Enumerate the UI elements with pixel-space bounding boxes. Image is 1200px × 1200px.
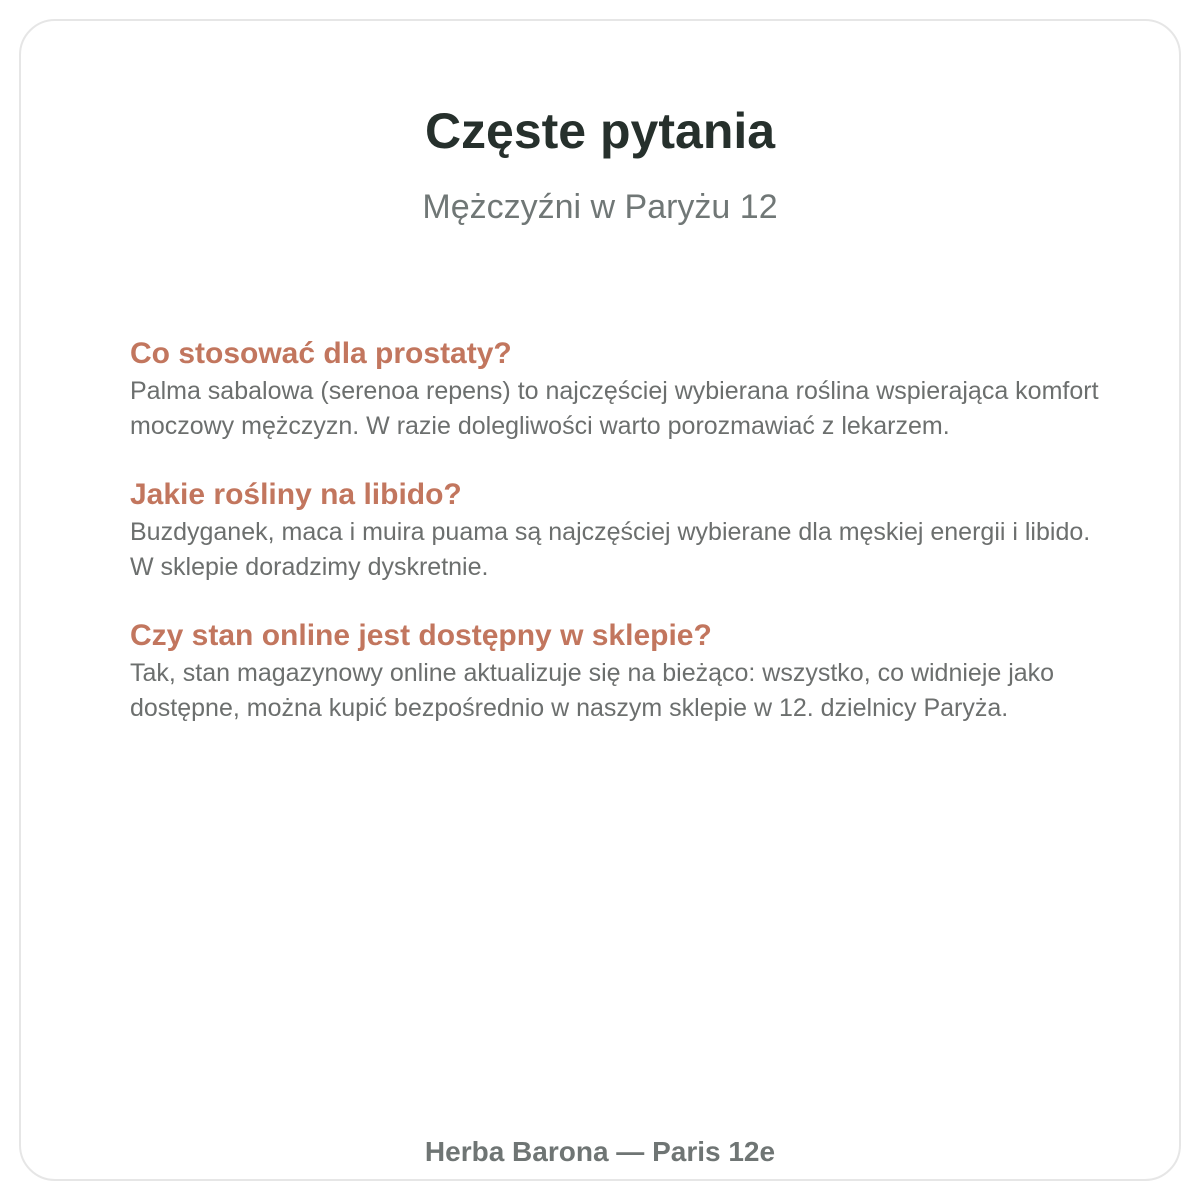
faq-question: Jakie rośliny na libido? [130,478,462,511]
faq-item-prostate [130,334,1105,444]
page-title: Częste pytania [424,103,776,159]
footer-brand: Herba Barona — Paris 12e [424,1136,776,1167]
faq-question: Co stosować dla prostaty? [130,337,512,370]
faq-item-libido [130,475,1105,585]
faq-question: Czy stan online jest dostępny w sklepie? [130,619,712,652]
faq-answer: Tak, stan magazynowy online aktualizuje się na bieżąco: wszystko, co widnieje jako dostępne, można kupić bezpośrednio w naszym sklepie w 12. dzielnicy Paryża. [130,659,1055,722]
faq-answer: Buzdyganek, maca i muira puama są najczęściej wybierane dla męskiej energii i libido. W sklepie doradzimy dyskretnie. [130,518,1091,581]
faq-item-stock [130,616,1105,726]
faq-answer: Palma sabalowa (serenoa repens) to najczęściej wybierana roślina wspierająca komfort moczowy mężczyzn. W razie dolegliwości warto porozmawiać z lekarzem. [130,377,1099,440]
page-subtitle: Mężczyźni w Paryżu 12 [422,188,778,226]
faq-list [130,334,1105,757]
